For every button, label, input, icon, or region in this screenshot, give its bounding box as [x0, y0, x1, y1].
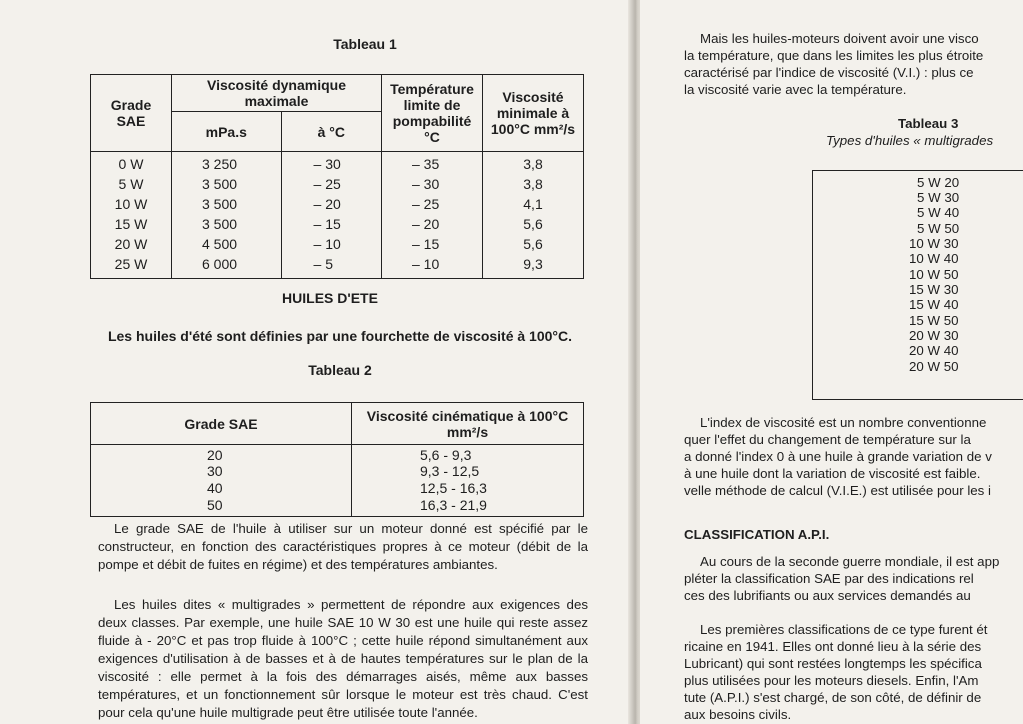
heading-huiles-ete: HUILES D'ETE: [282, 290, 378, 306]
list-item: 15 W 40: [909, 297, 959, 312]
tableau1-title: Tableau 1: [333, 36, 397, 52]
text-line: Les premières classifications de ce type furent ét: [700, 622, 988, 637]
cell: 5,6: [483, 214, 584, 234]
cell: 3,8: [483, 152, 584, 175]
table-row: [91, 497, 584, 517]
text-line: aux besoins civils.: [684, 707, 792, 722]
cell: – 20: [382, 214, 483, 234]
text-line: Au cours de la seconde guerre mondiale, il est app: [700, 554, 1000, 569]
table-row: [91, 194, 584, 214]
tableau3: [812, 170, 1023, 400]
table-row: [91, 174, 584, 194]
table-row: [91, 480, 584, 497]
cell: 10 W: [91, 194, 172, 214]
cell: 0 W: [91, 152, 172, 175]
text-line: plus utilisées pour les moteurs diesels. Enfin, l'Am: [684, 673, 979, 688]
t1-header-viscosity: Viscosité dynamique maximale: [172, 75, 382, 112]
cell: 40: [91, 480, 352, 497]
text-line: velle méthode de calcul (V.I.E.) est utilisée pour les i: [684, 483, 991, 498]
text-line: caractérisé par l'indice de viscosité (V.I.) : plus ce: [684, 65, 974, 80]
text-line: à une huile dont la variation de viscosité est faible.: [684, 466, 981, 481]
text-line: la température, que dans les limites les plus étroite: [684, 48, 984, 63]
list-item: 10 W 40: [909, 251, 959, 266]
t1-header-grade: Grade SAE: [91, 75, 172, 152]
cell: – 15: [281, 214, 381, 234]
cell: 9,3: [483, 254, 584, 279]
cell: 16,3 - 21,9: [352, 497, 584, 517]
text-line: pléter la classification SAE par des indications rel: [684, 571, 974, 586]
table-row: [91, 254, 584, 279]
list-item: 15 W 30: [909, 282, 959, 297]
cell: 12,5 - 16,3: [352, 480, 584, 497]
list-item: 15 W 50: [909, 313, 959, 328]
table-row: [91, 463, 584, 480]
list-item: 10 W 30: [909, 236, 959, 251]
table-row: [91, 234, 584, 254]
list-item: 5 W 30: [917, 190, 960, 205]
text-line: quer l'effet du changement de température sur la: [684, 432, 971, 447]
right-page: [640, 0, 1023, 724]
intro-huiles-ete: Les huiles d'été sont définies par une fourchette de viscosité à 100°C.: [107, 328, 573, 344]
list-item: 10 W 50: [909, 267, 959, 282]
cell: 20: [91, 445, 352, 464]
cell: – 20: [281, 194, 381, 214]
text-line: ces des lubrifiants ou aux services demandés au: [684, 588, 971, 603]
text-line: Lubricant) qui sont restées longtemps les spécifica: [684, 656, 982, 671]
cell: 4 500: [172, 234, 282, 254]
cell: 15 W: [91, 214, 172, 234]
tableau1: [90, 74, 584, 279]
tableau3-subtitle: Types d'huiles « multigrades: [826, 133, 994, 148]
text-line: tute (A.P.I.) s'est chargé, de son côté, de définir de: [684, 690, 982, 705]
list-item: 20 W 40: [909, 343, 959, 358]
paragraph-grade-sae: Le grade SAE de l'huile à utiliser sur un moteur donné est spécifié par le constructeur, en fonction des caractéristiques propres à ce moteur (débit de la pompe et débit de fuites en régime) et des températures ambiantes.: [98, 521, 588, 572]
t1-header-mpas: mPa.s: [172, 112, 282, 152]
cell: 3 500: [172, 214, 282, 234]
cell: – 15: [382, 234, 483, 254]
t1-header-degc: à °C: [281, 112, 381, 152]
cell: 9,3 - 12,5: [352, 463, 584, 480]
cell: – 30: [281, 152, 381, 175]
list-item: 5 W 20: [917, 175, 960, 190]
cell: 3 250: [172, 152, 282, 175]
t1-header-min-viscosity: Viscosité minimale à 100°C mm²/s: [483, 75, 584, 152]
paragraph-multigrades: Les huiles dites « multigrades » permettent de répondre aux exigences des deux classes. Par exemple, une huile SAE 10 W 30 est une huile qui reste assez fluide à - 20°C et pas trop fluide à 100°C ; cette huile répond simultanément aux exigences d'utilisation à de basses et à de hautes températures sur le plan de la viscosité : elle permet à la fois des démarrages aisés, même aux basses températures, et un fonctionnement sûr lorsque le moteur est très chaud. C'est pour cela qu'une huile multigrade peut être utilisée toute l'année.: [98, 597, 588, 720]
list-item: 20 W 50: [909, 359, 959, 374]
table-row: [91, 445, 584, 464]
list-item: 5 W 40: [917, 205, 960, 220]
text-line: L'index de viscosité est un nombre conventionne: [700, 415, 987, 430]
cell: 25 W: [91, 254, 172, 279]
text-line: Mais les huiles-moteurs doivent avoir une visco: [700, 31, 979, 46]
cell: 3 500: [172, 194, 282, 214]
cell: – 25: [281, 174, 381, 194]
t2-header-viscosity: Viscosité cinématique à 100°C mm²/s: [352, 403, 584, 445]
cell: 5,6 - 9,3: [352, 445, 584, 464]
cell: 4,1: [483, 194, 584, 214]
table-row: [91, 152, 584, 175]
cell: – 25: [382, 194, 483, 214]
cell: – 35: [382, 152, 483, 175]
text-line: ricaine en 1941. Elles ont donné lieu à la série des: [684, 639, 982, 654]
text-line: a donné l'index 0 à une huile à grande variation de v: [684, 449, 992, 464]
heading-classification-api: CLASSIFICATION A.P.I.: [684, 527, 830, 542]
cell: 30: [91, 463, 352, 480]
t2-header-grade: Grade SAE: [91, 403, 352, 445]
list-item: 20 W 30: [909, 328, 959, 343]
text-line: la viscosité varie avec la température.: [684, 82, 907, 97]
cell: – 10: [281, 234, 381, 254]
tableau3-title: Tableau 3: [898, 116, 959, 131]
cell: 6 000: [172, 254, 282, 279]
cell: – 10: [382, 254, 483, 279]
cell: 5 W: [91, 174, 172, 194]
t1-header-temperature: Température limite de pompabilité °C: [382, 75, 483, 152]
cell: – 30: [382, 174, 483, 194]
cell: 50: [91, 497, 352, 517]
tableau2-title: Tableau 2: [308, 362, 372, 378]
cell: 3 500: [172, 174, 282, 194]
cell: 3,8: [483, 174, 584, 194]
cell: – 5: [281, 254, 381, 279]
table-row: [91, 214, 584, 234]
cell: 20 W: [91, 234, 172, 254]
cell: 5,6: [483, 234, 584, 254]
tableau2: [90, 402, 584, 517]
list-item: 5 W 50: [917, 221, 960, 236]
